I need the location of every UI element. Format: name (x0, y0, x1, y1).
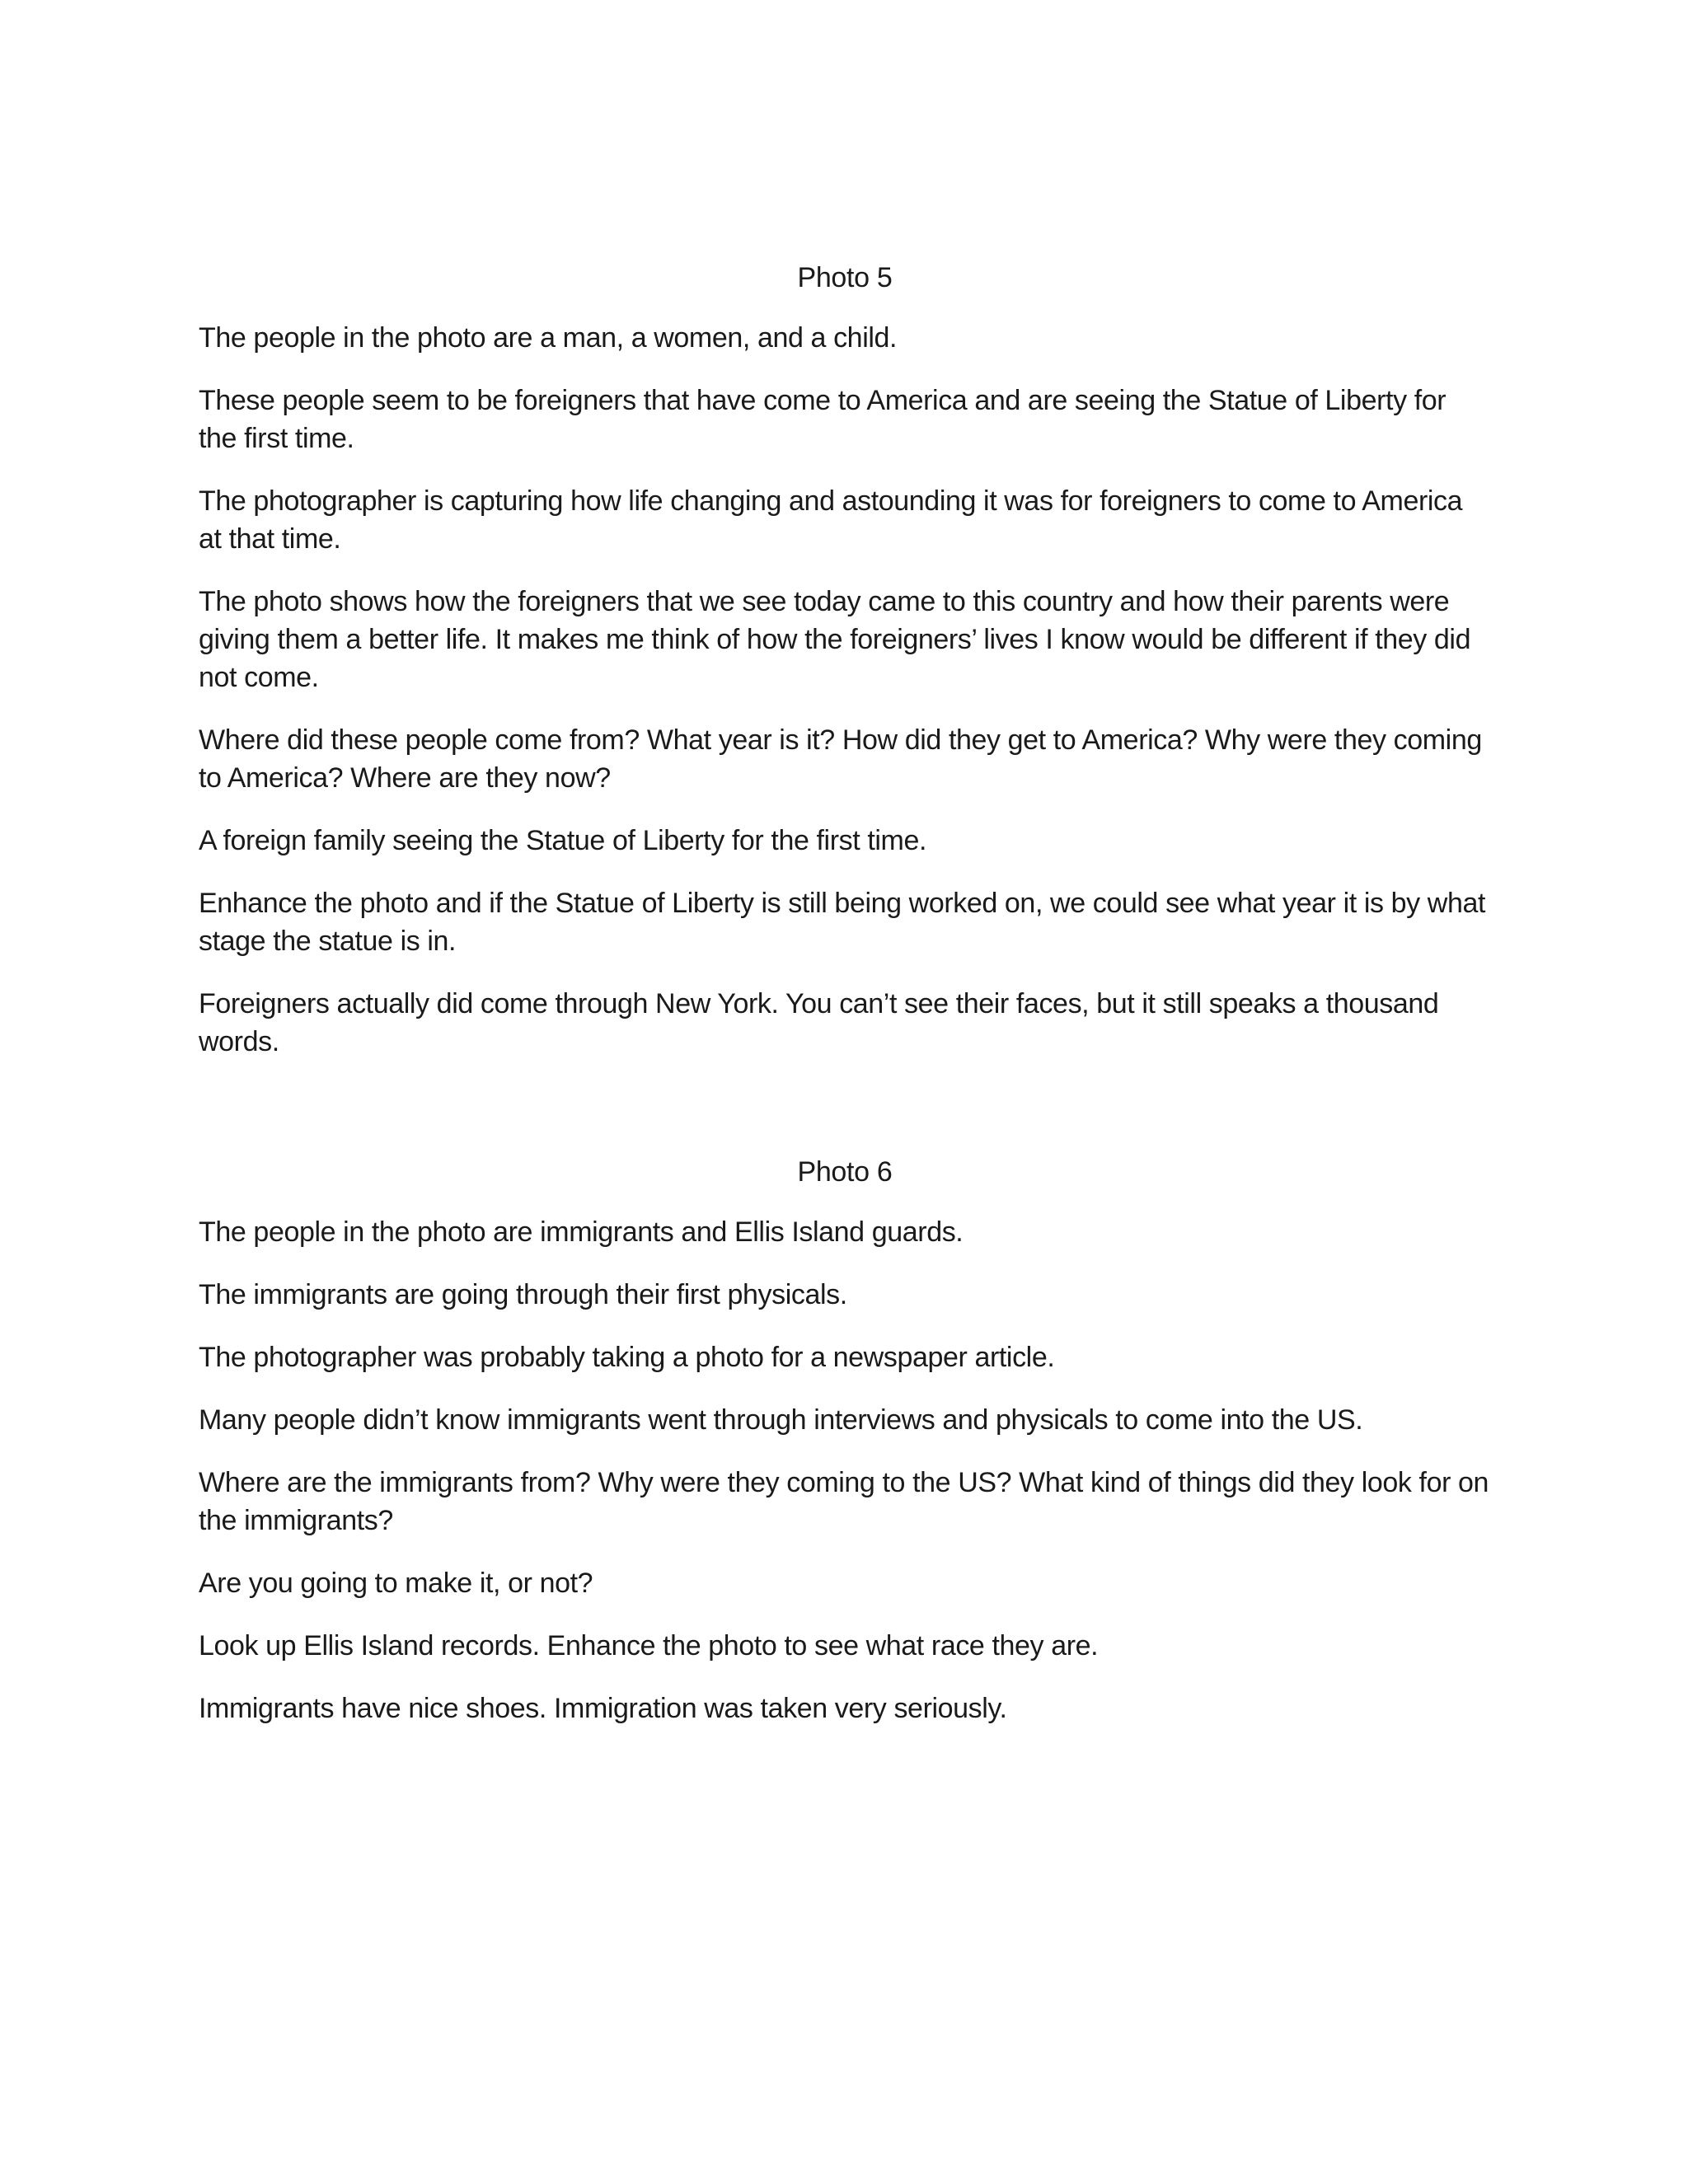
paragraph: Where did these people come from? What year is it? How did they get to America? Why were they coming to America? Where are they now? (199, 724, 1482, 794)
paragraph: The photographer is capturing how life changing and astounding it was for foreigners to come to America at that time. (199, 485, 1463, 555)
paragraph: The people in the photo are a man, a women, and a child. (199, 322, 898, 354)
paragraph: Immigrants have nice shoes. Immigration was taken very seriously. (199, 1693, 1007, 1724)
paragraph: The people in the photo are immigrants and Ellis Island guards. (199, 1216, 964, 1248)
section-heading: Photo 6 (797, 1156, 893, 1188)
paragraph: Where are the immigrants from? Why were they coming to the US? What kind of things did they look for on the immigrants? (199, 1467, 1489, 1536)
paragraph: Foreigners actually did come through New York. You can’t see their faces, but it still speaks a thousand words. (199, 988, 1439, 1057)
paragraph: Many people didn’t know immigrants went through interviews and physicals to come into the US. (199, 1404, 1363, 1436)
paragraph: These people seem to be foreigners that have come to America and are seeing the Statue of Liberty for the first time. (199, 385, 1447, 454)
section-photo-6 (199, 1152, 1491, 1752)
section-heading: Photo 5 (797, 262, 893, 293)
paragraph: The photographer was probably taking a photo for a newspaper article. (199, 1342, 1055, 1373)
paragraph: A foreign family seeing the Statue of Liberty for the first time. (199, 825, 927, 856)
paragraph: The photo shows how the foreigners that we see today came to this country and how their parents were giving them a better life. It makes me think of how the foreigners’ lives I know would be different if they did not come. (199, 586, 1471, 693)
paragraph: The immigrants are going through their first physicals. (199, 1279, 847, 1310)
paragraph: Are you going to make it, or not? (199, 1568, 593, 1599)
section-photo-5 (199, 258, 1491, 1085)
paragraph: Look up Ellis Island records. Enhance the photo to see what race they are. (199, 1630, 1099, 1661)
paragraph: Enhance the photo and if the Statue of Liberty is still being worked on, we could see what year it is by what stage the statue is in. (199, 888, 1486, 957)
